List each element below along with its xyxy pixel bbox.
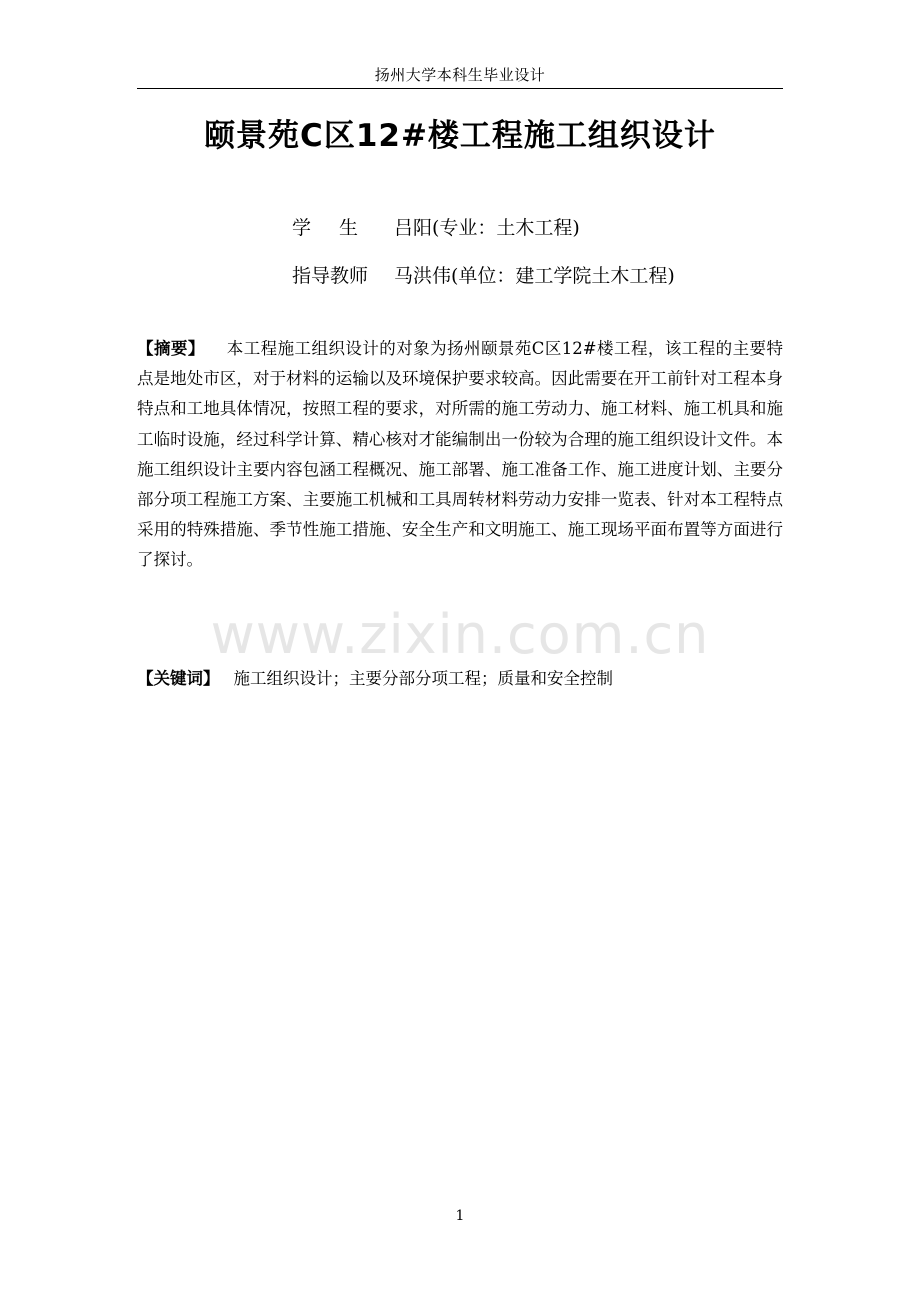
abstract-text: 本工程施工组织设计的对象为扬州颐景苑C区12#楼工程，该工程的主要特点是地处市区，对于材料的运输以及环境保护要求较高。因此需要在开工前针对工程本身特点和工地具体情况，按照工程的要求，对所需的施工劳动力、施工材料、施工机具和施工临时设施，经过科学计算、精心核对才能编制出一份较为合理的施工组织设计文件。本施工组织设计主要内容包涵工程概况、施工部署、施工准备工作、施工进度计划、主要分部分项工程施工方案、主要施工机械和工具周转材料劳动力安排一览表、针对本工程特点采用的特殊措施、季节性施工措施、安全生产和文明施工、施工现场平面布置等方面进行了探讨。 <box>137 339 783 570</box>
advisor-value: 马洪伟(单位：建工学院土木工程) <box>394 265 675 287</box>
keywords-label: 【关键词】 <box>137 669 220 688</box>
keywords-text: 施工组织设计；主要分部分项工程；质量和安全控制 <box>233 669 613 688</box>
abstract-label: 【摘要】 <box>137 339 205 358</box>
student-label: 学生 <box>292 217 387 239</box>
watermark: www.zixin.com.cn <box>210 603 710 666</box>
advisor-label: 指导教师 <box>292 265 369 287</box>
header-divider <box>137 88 783 89</box>
page-number: 1 <box>455 1208 465 1224</box>
student-value: 吕阳(专业：土木工程) <box>394 217 580 239</box>
keywords-line <box>137 664 783 694</box>
running-header: 扬州大学本科生毕业设计 <box>374 66 546 84</box>
abstract-paragraph <box>137 334 783 576</box>
document-title: 颐景苑C区12#楼工程施工组织设计 <box>204 118 716 154</box>
advisor-line <box>292 261 675 291</box>
student-line <box>292 213 580 243</box>
